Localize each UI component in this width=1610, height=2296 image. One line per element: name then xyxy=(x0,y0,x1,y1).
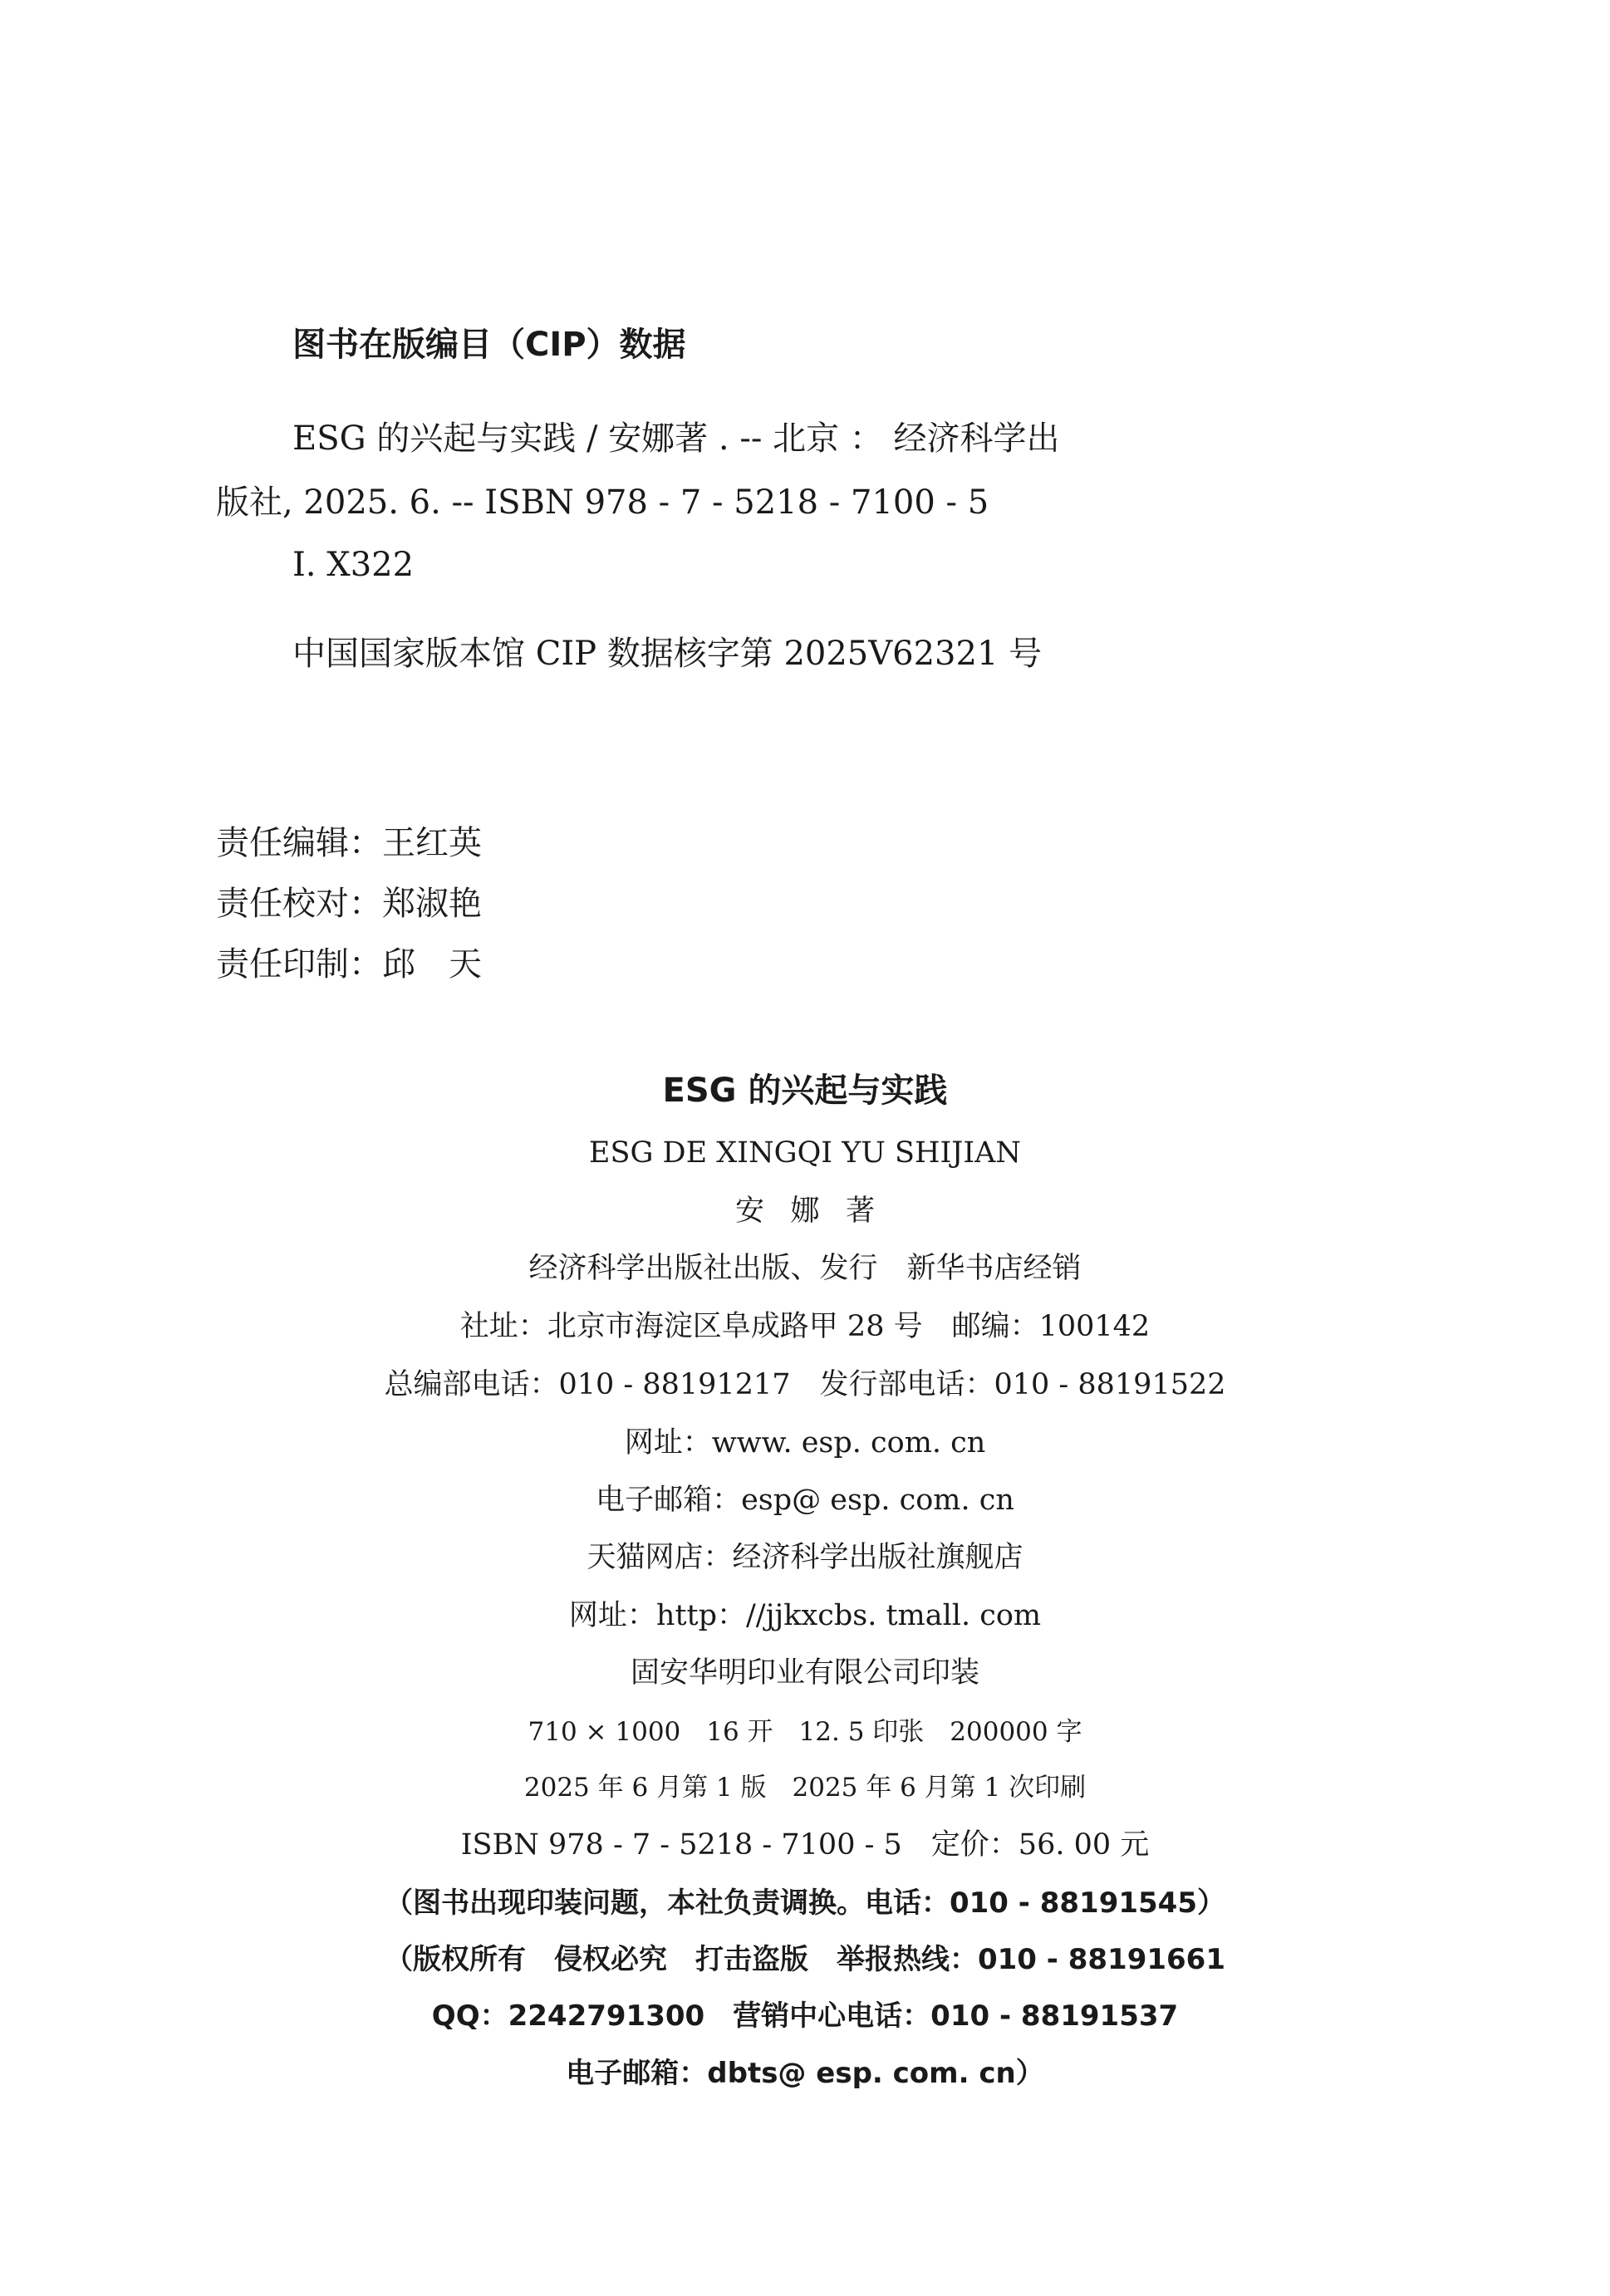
publisher-website: 网址：www. esp. com. cn xyxy=(624,1426,986,1460)
notice-contact-qq: QQ：2242791300 营销中心电话：010 - 88191537 xyxy=(431,1999,1179,2033)
printer-line: 固安华明印业有限公司印装 xyxy=(630,1656,979,1690)
tmall-store: 天猫网店：经济科学出版社旗舰店 xyxy=(587,1541,1023,1574)
cip-heading: 图书在版编目（CIP）数据 xyxy=(292,326,686,364)
staff-editor: 责任编辑：王红英 xyxy=(216,824,482,862)
publisher-phones: 总编部电话：010 - 88191217 发行部电话：010 - 88191522 xyxy=(384,1368,1226,1401)
tmall-url: 网址：http：//jjkxcbs. tmall. com xyxy=(568,1599,1042,1632)
publisher-line: 经济科学出版社出版、发行 新华书店经销 xyxy=(528,1252,1082,1285)
publisher-email: 电子邮箱：esp@ esp. com. cn xyxy=(596,1484,1014,1517)
cip-record-line-2: 版社, 2025. 6. -- ISBN 978 - 7 - 5218 - 7100 - 5 xyxy=(216,483,989,522)
staff-proofreader: 责任校对：郑淑艳 xyxy=(216,885,482,923)
book-author xyxy=(0,1197,1610,1226)
book-edition: 2025 年 6 月第 1 版 2025 年 6 月第 1 次印刷 xyxy=(523,1773,1087,1803)
cip-record-line-1: ESG 的兴起与实践 / 安娜著 . -- 北京 ： 经济科学出 xyxy=(292,419,1060,458)
publisher-address: 社址：北京市海淀区阜成路甲 28 号 邮编：100142 xyxy=(459,1310,1151,1343)
cip-classification: Ⅰ. X322 xyxy=(292,546,415,584)
notice-print-issues: （图书出现印装问题，本社负责调换。电话：010 - 88191545） xyxy=(384,1886,1225,1920)
book-title-pinyin: ESG DE XINGQI YU SHIJIAN xyxy=(588,1136,1022,1170)
book-format: 710 × 1000 16 开 12. 5 印张 200000 字 xyxy=(528,1717,1082,1747)
book-title: ESG 的兴起与实践 xyxy=(662,1072,948,1110)
notice-email: 电子邮箱：dbts@ esp. com. cn） xyxy=(566,2057,1044,2090)
isbn-price: ISBN 978 - 7 - 5218 - 7100 - 5 定价：56. 00 元 xyxy=(460,1828,1150,1862)
author-name: 安娜著 xyxy=(734,1195,901,1228)
cip-approval-number: 中国国家版本馆 CIP 数据核字第 2025V62321 号 xyxy=(292,635,1043,673)
staff-print-supervisor: 责任印制：邱 天 xyxy=(216,945,482,984)
notice-copyright: （版权所有 侵权必究 打击盗版 举报热线：010 - 88191661 xyxy=(384,1943,1225,1976)
